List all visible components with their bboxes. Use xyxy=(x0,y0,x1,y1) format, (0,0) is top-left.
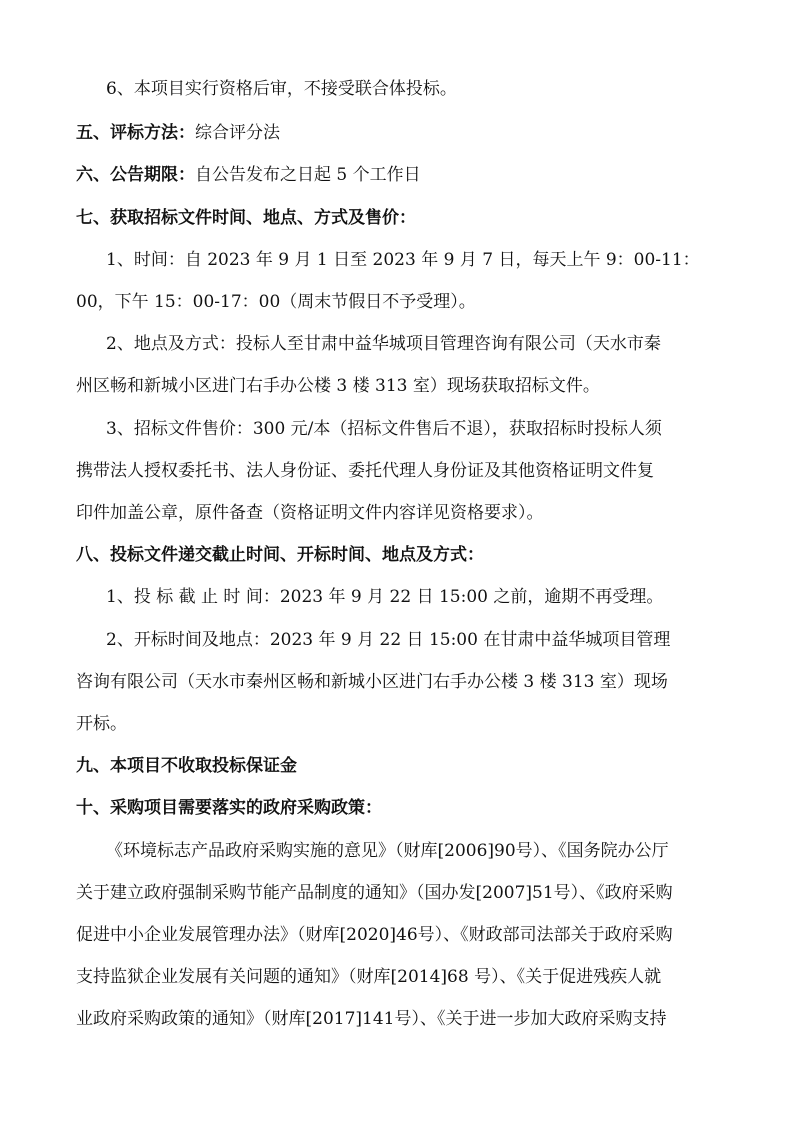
paragraph-line: 关于建立政府强制采购节能产品制度的通知》（国办发[2007]51号）、《政府采购 xyxy=(76,883,673,903)
heading-value: 综合评分法 xyxy=(195,123,280,143)
section-heading-9: 九、本项目不收取投标保证金 xyxy=(76,756,297,776)
paragraph-line: 6、本项目实行资格后审，不接受联合体投标。 xyxy=(106,79,457,99)
heading-label: 六、公告期限： xyxy=(76,165,195,185)
paragraph-line: 1、投 标 截 止 时 间：2023 年 9 月 22 日 15:00 之前，逾期不再受理。 xyxy=(106,587,664,607)
paragraph-line: 2、地点及方式：投标人至甘肃中益华城项目管理咨询有限公司（天水市秦 xyxy=(106,334,661,354)
paragraph-line: 携带法人授权委托书、法人身份证、委托代理人身份证及其他资格证明文件复 xyxy=(76,461,654,481)
heading-label: 五、评标方法： xyxy=(76,123,195,143)
paragraph-line: 支持监狱企业发展有关问题的通知》（财库[2014]68 号）、《关于促进残疾人就 xyxy=(76,967,662,987)
paragraph-line: 业政府采购政策的通知》（财库[2017]141号）、《关于进一步加大政府采购支持 xyxy=(76,1009,667,1029)
paragraph-line: 开标。 xyxy=(76,714,127,734)
paragraph-line: 咨询有限公司（天水市秦州区畅和新城小区进门右手办公楼 3 楼 313 室）现场 xyxy=(76,672,668,692)
section-heading-10: 十、采购项目需要落实的政府采购政策： xyxy=(76,798,382,818)
paragraph-line: 印件加盖公章，原件备查（资格证明文件内容详见资格要求）。 xyxy=(76,503,544,523)
paragraph-line: 州区畅和新城小区进门右手办公楼 3 楼 313 室）现场获取招标文件。 xyxy=(76,376,600,396)
heading-value: 自公告发布之日起 5 个工作日 xyxy=(195,165,421,185)
paragraph-line: 促进中小企业发展管理办法》（财库[2020]46号）、《财政部司法部关于政府采购 xyxy=(76,925,673,945)
paragraph-line: 2、开标时间及地点：2023 年 9 月 22 日 15:00 在甘肃中益华城项目管理 xyxy=(106,630,671,650)
section-heading-8: 八、投标文件递交截止时间、开标时间、地点及方式： xyxy=(76,545,484,565)
paragraph-line: 3、招标文件售价：300 元/本（招标文件售后不退），获取招标时投标人须 xyxy=(106,419,662,439)
section-heading-5 xyxy=(76,121,280,145)
paragraph-line: 00，下午 15：00-17：00（周末节假日不予受理）。 xyxy=(76,292,476,312)
paragraph-line: 《环境标志产品政府采购实施的意见》（财库[2006]90号）、《国务院办公厅 xyxy=(106,841,669,861)
section-heading-7: 七、获取招标文件时间、地点、方式及售价： xyxy=(76,208,416,228)
paragraph-line: 1、时间：自 2023 年 9 月 1 日至 2023 年 9 月 7 日，每天上午 9：00-11： xyxy=(106,250,700,270)
section-heading-6 xyxy=(76,163,421,187)
